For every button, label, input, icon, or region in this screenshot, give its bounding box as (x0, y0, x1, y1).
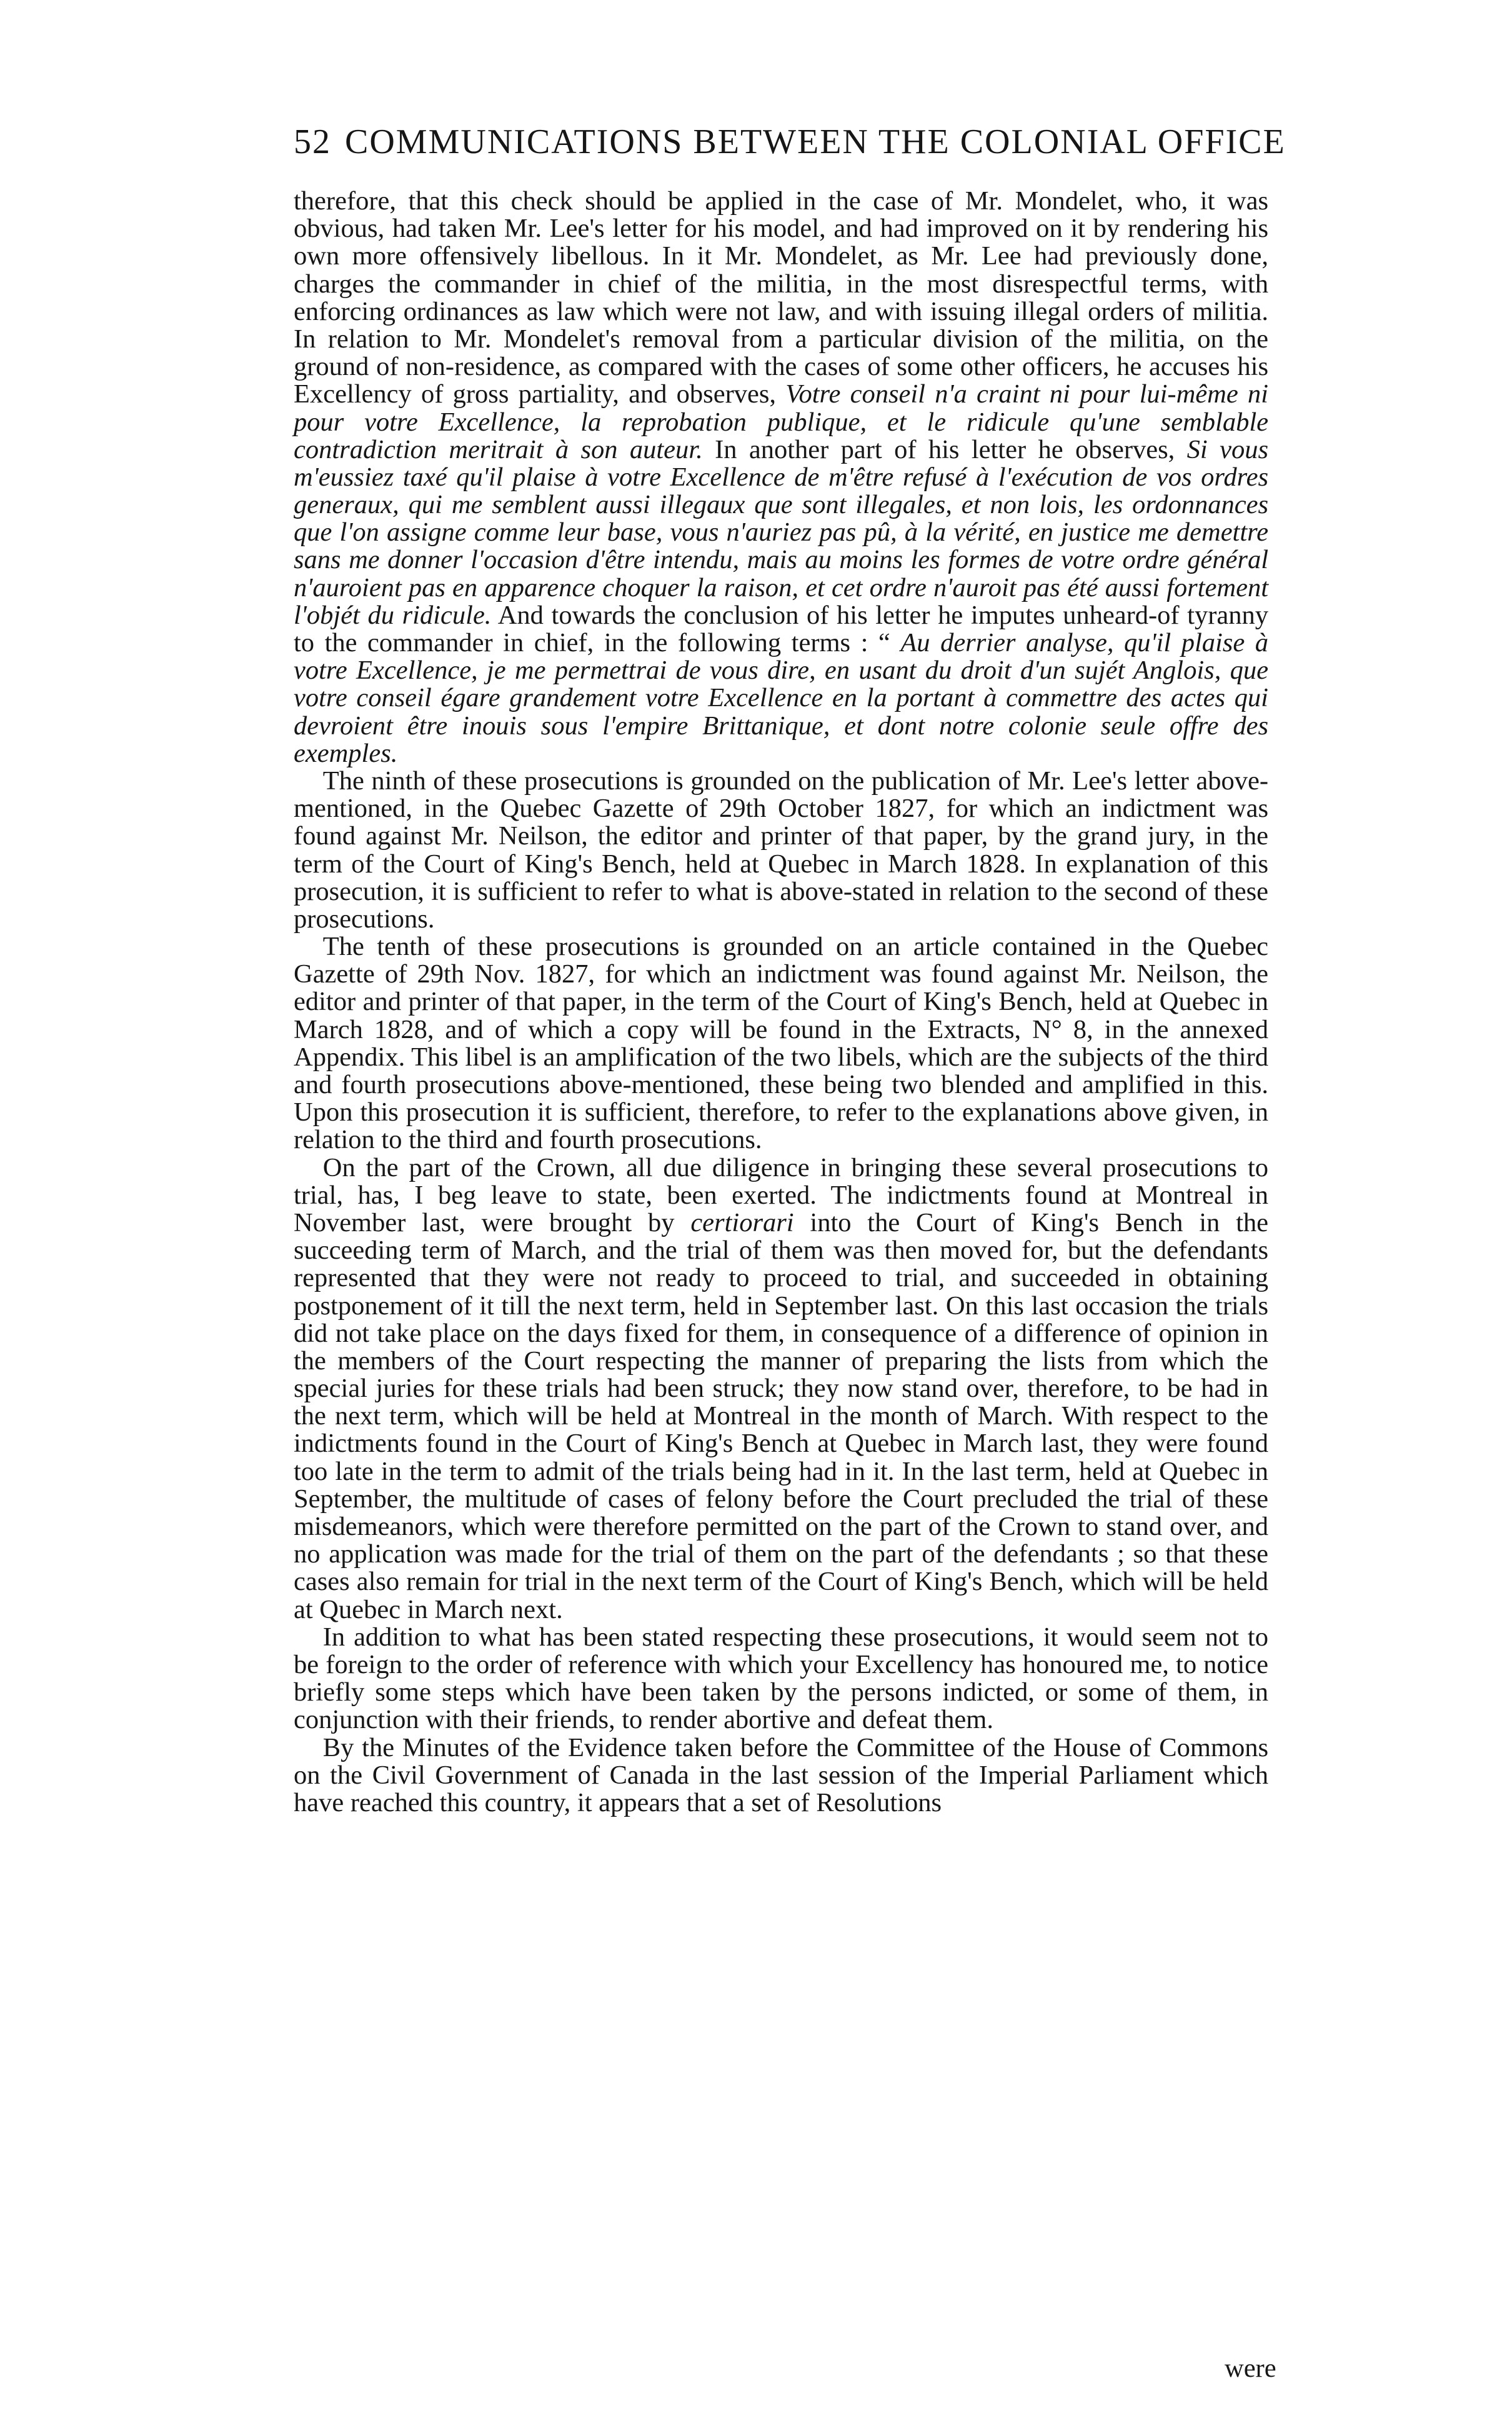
paragraph (294, 1154, 1268, 1624)
running-title: COMMUNICATIONS BETWEEN THE COLONIAL OFFICE (345, 122, 1286, 161)
text-run: The ninth of these prosecutions is grounded on the publication of Mr. Lee's letter above-mentioned, in the Quebec Gazette of 29th October 1827, for which an indictment was found against Mr. Neilson, the editor and printer of that paper, by the grand jury, in the term of the Court of King's Bench, held at Quebec in March 1828. In explanation of this prosecution, it is sufficient to refer to what is above-stated in relation to the second of these prosecutions. (294, 766, 1268, 934)
paragraph (294, 1624, 1268, 1734)
paragraph (294, 1734, 1268, 1817)
italic-passage: Votre conseil n'a craint ni pour lui-même ni pour votre Excellence, la reprobation publique, et le ridicule qu'une semblable contradiction meritrait à son auteur. (294, 379, 1268, 464)
italic-passage: Si vous m'eussiez taxé qu'il plaise à votre Excellence de m'être refusé à l'exécution de vos ordres generaux, qui me semblent aussi illegaux que sont illegales, et non lois, les ordonnances que l'on assigne comme leur base, vous n'auriez pas pû, à la vérité, en justice me demettre sans me donner l'occasion d'être intendu, mais au moins les formes de votre ordre général n'auroient pas en apparence choquer la raison, et cet ordre n'auroit pas été aussi fortement l'objét du ridicule. (294, 434, 1268, 630)
italic-passage: certiorari (690, 1207, 794, 1237)
paragraph (294, 933, 1268, 1154)
body-text (294, 187, 1268, 1817)
page-number: 52 (294, 122, 331, 161)
italic-passage: Au derrier analyse, qu'il plaise à votre Excellence, je me permettrai de vous dire, en usant du droit d'un sujét Anglois, que votre conseil égare grandement votre Excellence en la portant à commettre des actes qui devroient être inouis sous l'empire Brittanique, et dont notre colonie seule offre des exemples. (294, 628, 1268, 768)
text-run: By the Minutes of the Evidence taken before the Committee of the House of Commons on the Civil Government of Canada in the last session of the Imperial Parliament which have reached this country, it appears that a set of Resolutions (294, 1732, 1268, 1817)
running-head (294, 122, 1286, 162)
catchword: were (1225, 2354, 1276, 2383)
paragraph (294, 187, 1268, 767)
text-run: In another part of his letter he observes, (702, 434, 1187, 464)
text-run: The tenth of these prosecutions is grounded on an article contained in the Quebec Gazette of 29th Nov. 1827, for which an indictment was found against Mr. Neilson, the editor and printer of that paper, in the term of the Court of King's Bench, held at Quebec in March 1828, and of which a copy will be found in the Extracts, N° 8, in the annexed Appendix. This libel is an amplification of the two libels, which are the subjects of the third and fourth prosecutions above-mentioned, these being two blended and amplified in this. Upon this prosecution it is sufficient, therefore, to refer to the explanations above given, in relation to the third and fourth prosecutions. (294, 932, 1268, 1155)
text-run: into the Court of King's Bench in the succeeding term of March, and the trial of them was then moved for, but the defendants represented that they were not ready to proceed to trial, and succeeded in obtaining postponement of it till the next term, held in September last. On this last occasion the trials did not take place on the days fixed for them, in consequence of a difference of opinion in the members of the Court respecting the manner of preparing the lists from which the special juries for these trials had been struck; they now stand over, therefore, to be had in the next term, which will be held at Montreal in the month of March. With respect to the indictments found in the Court of King's Bench at Quebec in March last, they were found too late in the term to admit of the trials being had in it. In the last term, held at Quebec in September, the multitude of cases of felony before the Court precluded the trial of these misdemeanors, which were therefore permitted on the part of the Crown to stand over, and no application was made for the trial of them on the part of the defendants ; so that these cases also remain for trial in the next term of the Court of King's Bench, which will be held at Quebec in March next. (294, 1207, 1268, 1624)
text-run: On the part of the Crown, all due diligence in bringing these several prosecutions to trial, has, I beg leave to state, been exerted. The indictments found at Montreal in November last, were brought by (294, 1152, 1268, 1237)
text-run: And towards the conclusion of his letter he imputes unheard-of tyranny to the commander in chief, in the following terms : “ (294, 600, 1268, 657)
paragraph (294, 767, 1268, 933)
text-run: In addition to what has been stated respecting these prosecutions, it would seem not to be foreign to the order of reference with which your Excellency has honoured me, to notice briefly some steps which have been taken by the persons indicted, or some of them, in conjunction with their friends, to render abortive and defeat them. (294, 1622, 1268, 1735)
text-run: therefore, that this check should be applied in the case of Mr. Mondelet, who, it was obvious, had taken Mr. Lee's letter for his model, and had improved on it by rendering his own more offensively libellous. In it Mr. Mondelet, as Mr. Lee had previously done, charges the commander in chief of the militia, in the most disrespectful terms, with enforcing ordinances as law which were not law, and with issuing illegal orders of militia. In relation to Mr. Mondelet's removal from a particular division of the militia, on the ground of non-residence, as compared with the cases of some other officers, he accuses his Excellency of gross partiality, and observes, (294, 186, 1268, 409)
